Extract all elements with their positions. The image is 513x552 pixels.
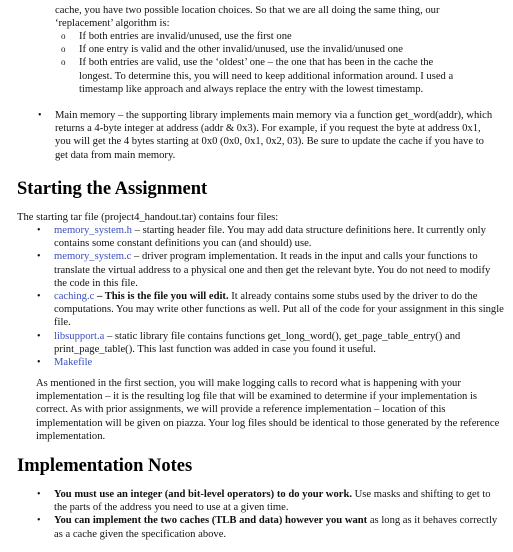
implementation-notes-list (37, 488, 504, 541)
bullet-icon: • (38, 110, 42, 121)
bullet-icon: • (37, 357, 41, 369)
file-name: Makefile (54, 357, 93, 369)
bullet-icon: • (37, 515, 41, 527)
bullet-icon: • (37, 251, 41, 263)
file-name: memory_system.h (54, 225, 132, 236)
replacement-rules-list (61, 30, 467, 96)
section-heading-implementation: Implementation Notes (17, 456, 193, 476)
circle-bullet-icon: o (61, 44, 66, 55)
file-name: memory_system.c (54, 251, 132, 263)
section-heading-starting: Starting the Assignment (17, 179, 208, 199)
list-item: • caching.c – This is the file you will edit. It already contains some stubs used by the driver to do the computations. You may write other functions as well. Put all of the code for your assignment in this single file. (37, 291, 504, 329)
list-item: • memory_system.c – driver program implementation. It reads in the input and calls your functions to translate the virtual address to a physical one and then get the relevant byte. You do not need to modify the code in this file. (37, 251, 491, 289)
list-item (37, 356, 504, 369)
intro-line-2: ‘replacement’ algorithm is: (55, 18, 170, 30)
list-item: • memory_system.h – starting header file. You may add data structure definitions here. It currently only contains some constant definitions you can (and should) use. (37, 225, 486, 250)
list-item: • libsupport.a – static library file contains functions get_long_word(), get_page_table_entry() and print_page_table(). This last function was added in case you found it useful. (37, 330, 461, 355)
circle-bullet-icon: o (61, 31, 66, 41)
circle-bullet-icon: o (61, 57, 66, 68)
section1-paragraph: As mentioned in the first section, you will make logging calls to record what is happening with your implementation – it is the resulting log file that will be examined to determine if your implementation is correct. As with prior assignments, we will provide a reference implementation – location of this implementation will be given on piazza. Your log files should be identical to those generated by the reference implementation. (36, 378, 500, 442)
bullet-icon: • (37, 489, 41, 500)
main-memory-list (38, 109, 499, 162)
bullet-icon: • (37, 225, 41, 236)
list-item: • Main memory – the supporting library implements main memory via a function get_word(addr), which returns a 4-byte integer at address (addr & 0x3). For example, if you request the byte at address 0x1, you will get the 4 bytes starting at 0x0 (0x0, 0x1, 0x2, 03). Be sure to update the cache if you have to get data from main memory. (38, 110, 493, 161)
section1-intro: The starting tar file (project4_handout.tar) contains four files: (17, 212, 279, 223)
intro-line-1: cache, you have two possible location choices. So that we are all doing the same thing, our (55, 5, 440, 16)
list-item: o If both entries are invalid/unused, use the first one (61, 31, 292, 42)
file-name: libsupport.a (54, 330, 105, 342)
bullet-icon: • (37, 330, 41, 342)
list-item: • You must use an integer (and bit-level operators) to do your work. Use masks and shifting to get to the parts of the address you need to use at a given time. (37, 489, 491, 514)
bullet-icon: • (37, 291, 41, 303)
intro-text (55, 4, 505, 30)
list-item: o If one entry is valid and the other invalid/unused, use the invalid/unused one (61, 44, 403, 56)
files-list (37, 224, 504, 369)
list-item: o If both entries are valid, use the ‘oldest’ one – the one that has been in the cache the longest. To determine this, you will need to keep additional information around. I used a timestamp like approach and always replace the entry with the lowest timestamp. (61, 57, 454, 95)
list-item: • You can implement the two caches (TLB and data) however you want as long as it behaves correctly as a cache given the specification above. (37, 515, 498, 540)
file-name: caching.c (54, 291, 95, 303)
